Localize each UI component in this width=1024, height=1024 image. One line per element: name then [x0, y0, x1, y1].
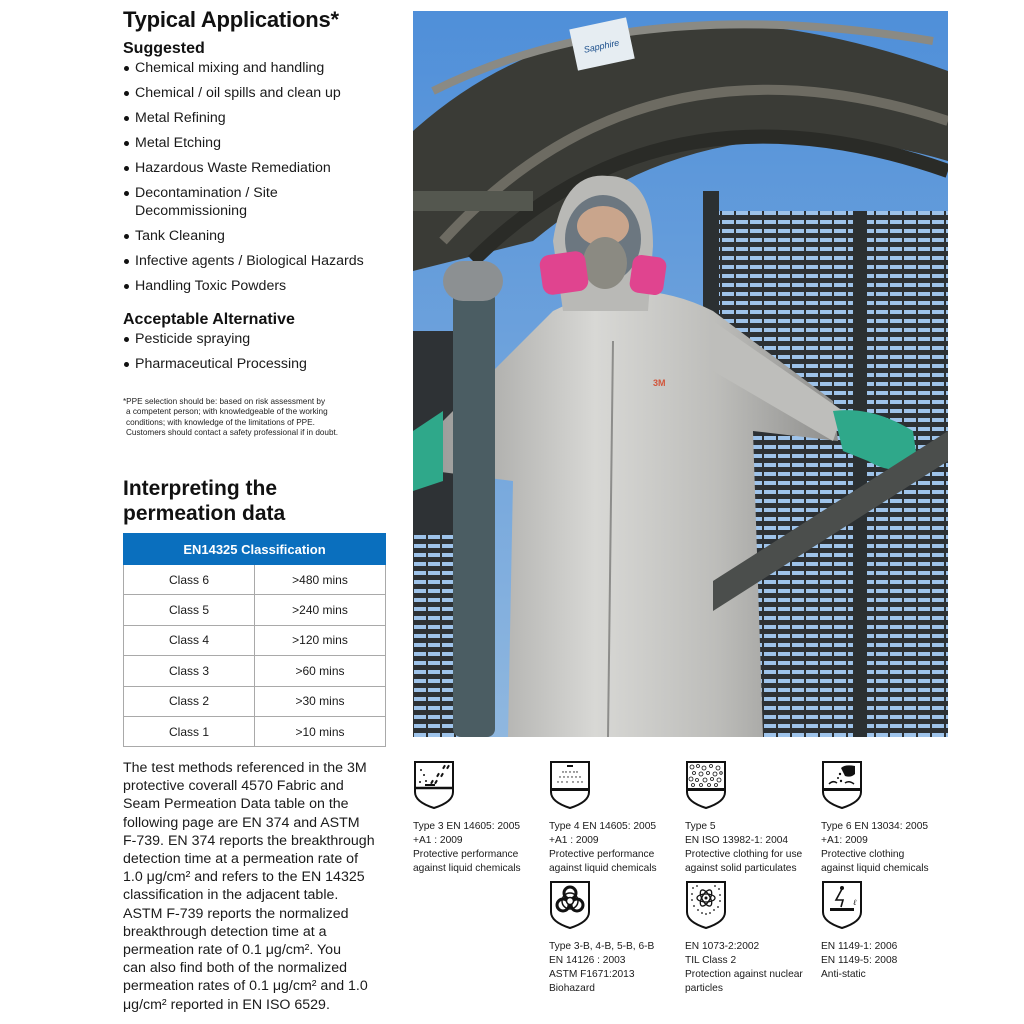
- certification-text: [685, 940, 821, 996]
- cert-line: against liquid chemicals: [413, 863, 521, 874]
- list-item: Hazardous Waste Remediation: [123, 159, 403, 177]
- cert-line: Type 3-B, 4-B, 5-B, 6-B: [549, 941, 655, 952]
- cert-line: Biohazard: [549, 983, 595, 994]
- certification-nuclear: [685, 880, 821, 996]
- cert-line: Protective clothing: [821, 849, 905, 860]
- list-item: Chemical mixing and handling: [123, 59, 403, 77]
- cert-line: Protective performance: [413, 849, 519, 860]
- footnote-line: Customers should contact a safety professional if in doubt.: [126, 428, 339, 438]
- list-item: Infective agents / Biological Hazards: [123, 252, 403, 270]
- paragraph-line: breakthrough detection time at a: [123, 923, 327, 940]
- paragraph-line: 1.0 μg/cm² and refers to the EN 14325: [123, 869, 365, 886]
- table-row: [124, 686, 386, 716]
- certification-type6: [821, 760, 957, 876]
- paragraph-line: permeation rate of 0.1 μg/cm². You: [123, 942, 341, 959]
- table-row: [124, 716, 386, 746]
- time-cell: >10 mins: [255, 716, 386, 746]
- type4-spray-shield-icon: [549, 760, 591, 810]
- nuclear-particles-shield-icon: [685, 880, 727, 930]
- class-cell: Class 5: [124, 595, 255, 625]
- list-item: Chemical / oil spills and clean up: [123, 84, 403, 102]
- cert-line: Type 5: [685, 821, 716, 832]
- certification-type4: [549, 760, 685, 876]
- cert-line: +A1 : 2009: [413, 835, 463, 846]
- list-item: Metal Refining: [123, 109, 403, 127]
- list-item: Pharmaceutical Processing: [123, 355, 403, 373]
- certification-text: [413, 820, 549, 876]
- cert-line: Protection against nuclear: [685, 969, 803, 980]
- list-item: Decontamination / Site Decommissioning: [123, 184, 313, 220]
- suggested-heading: Suggested: [123, 40, 205, 57]
- cert-line: Type 4 EN 14605: 2005: [549, 821, 657, 832]
- paragraph-line: F-739. EN 374 reports the breakthrough: [123, 832, 375, 849]
- cert-line: EN 1149-5: 2008: [821, 955, 898, 966]
- cert-line: EN 1073-2:2002: [685, 941, 760, 952]
- class-cell: Class 4: [124, 625, 255, 655]
- certification-type3: [413, 760, 549, 876]
- test-methods-paragraph: [123, 759, 398, 1014]
- time-cell: >480 mins: [255, 565, 386, 595]
- table-row: [124, 565, 386, 595]
- list-item: Tank Cleaning: [123, 227, 403, 245]
- certification-biohazard: [549, 880, 685, 996]
- alternative-list: [123, 330, 403, 380]
- cert-line: TIL Class 2: [685, 955, 737, 966]
- table-row: [124, 656, 386, 686]
- worker-in-coverall-photo: [413, 11, 948, 737]
- footnote-line: conditions; with knowledge of the limitations of PPE.: [126, 417, 315, 427]
- cert-line: ASTM F1671:2013: [549, 969, 635, 980]
- cert-line: Protective performance: [549, 849, 655, 860]
- time-cell: >240 mins: [255, 595, 386, 625]
- cert-line: Protective clothing for use: [685, 849, 803, 860]
- paragraph-line: protective coverall 4570 Fabric and: [123, 778, 344, 795]
- certification-text: [549, 940, 685, 996]
- paragraph-line: detection time at a permeation rate of: [123, 851, 359, 868]
- svg-text:3M: 3M: [653, 378, 666, 388]
- cert-line: against solid particulates: [685, 863, 797, 874]
- paragraph-line: permeation rates of 0.1 μg/cm² and 1.0: [123, 978, 368, 995]
- paragraph-line: classification in the adjacent table.: [123, 887, 339, 904]
- interpreting-title: [123, 476, 393, 526]
- paragraph-line: ASTM F-739 reports the normalized: [123, 905, 349, 922]
- footnote-line: *PPE selection should be: based on risk assessment by: [123, 397, 326, 406]
- certification-type5: [685, 760, 821, 876]
- list-item: Handling Toxic Powders: [123, 277, 403, 295]
- table-row: [124, 595, 386, 625]
- certification-icons: [413, 760, 953, 1020]
- anti-static-shield-icon: [821, 880, 863, 930]
- class-cell: Class 1: [124, 716, 255, 746]
- class-cell: Class 3: [124, 656, 255, 686]
- cert-line: against liquid chemicals: [821, 863, 929, 874]
- acceptable-alternative-heading: Acceptable Alternative: [123, 311, 295, 328]
- time-cell: >60 mins: [255, 656, 386, 686]
- time-cell: >30 mins: [255, 686, 386, 716]
- certification-text: [821, 820, 957, 876]
- paragraph-line: Seam Permeation Data table on the: [123, 796, 349, 813]
- svg-text:Sapphire: Sapphire: [582, 37, 621, 55]
- cert-line: Type 6 EN 13034: 2005: [821, 821, 929, 832]
- cert-line: Type 3 EN 14605: 2005: [413, 821, 521, 832]
- type5-particulates-shield-icon: [685, 760, 727, 810]
- interpreting-title-line2: permeation data: [123, 502, 286, 525]
- suggested-list: [123, 59, 403, 302]
- paragraph-line: following page are EN 374 and ASTM: [123, 814, 360, 831]
- cert-line: against liquid chemicals: [549, 863, 657, 874]
- certification-text: [821, 940, 957, 982]
- list-item: Pesticide spraying: [123, 330, 403, 348]
- time-cell: >120 mins: [255, 625, 386, 655]
- interpreting-title-line1: Interpreting the: [123, 477, 278, 500]
- cert-line: EN 14126 : 2003: [549, 955, 626, 966]
- cert-line: EN 1149-1: 2006: [821, 941, 898, 952]
- ppe-footnote: [123, 397, 383, 439]
- table-row: [124, 625, 386, 655]
- en14325-classification-table: [123, 533, 386, 747]
- class-cell: Class 2: [124, 686, 255, 716]
- certification-text: [549, 820, 685, 876]
- biohazard-shield-icon: [549, 880, 591, 930]
- type3-liquid-jet-shield-icon: [413, 760, 455, 810]
- paragraph-line: can also find both of the normalized: [123, 960, 347, 977]
- typical-applications-title: Typical Applications*: [123, 7, 339, 32]
- cert-line: particles: [685, 983, 723, 994]
- cert-line: EN ISO 13982-1: 2004: [685, 835, 789, 846]
- certification-text: [685, 820, 821, 876]
- cert-line: Anti-static: [821, 969, 866, 980]
- footnote-line: a competent person; with knowledgeable of the working: [126, 407, 328, 417]
- type6-splash-shield-icon: [821, 760, 863, 810]
- paragraph-line: The test methods referenced in the 3M: [123, 760, 367, 776]
- certification-antistatic: [821, 880, 957, 982]
- list-item: Metal Etching: [123, 134, 403, 152]
- cert-line: +A1: 2009: [821, 835, 868, 846]
- class-cell: Class 6: [124, 565, 255, 595]
- paragraph-line: μg/cm² reported in EN ISO 6529.: [123, 996, 330, 1013]
- cert-line: +A1 : 2009: [549, 835, 599, 846]
- svg-text:ℓ: ℓ: [853, 898, 857, 907]
- table-header: EN14325 Classification: [124, 534, 386, 565]
